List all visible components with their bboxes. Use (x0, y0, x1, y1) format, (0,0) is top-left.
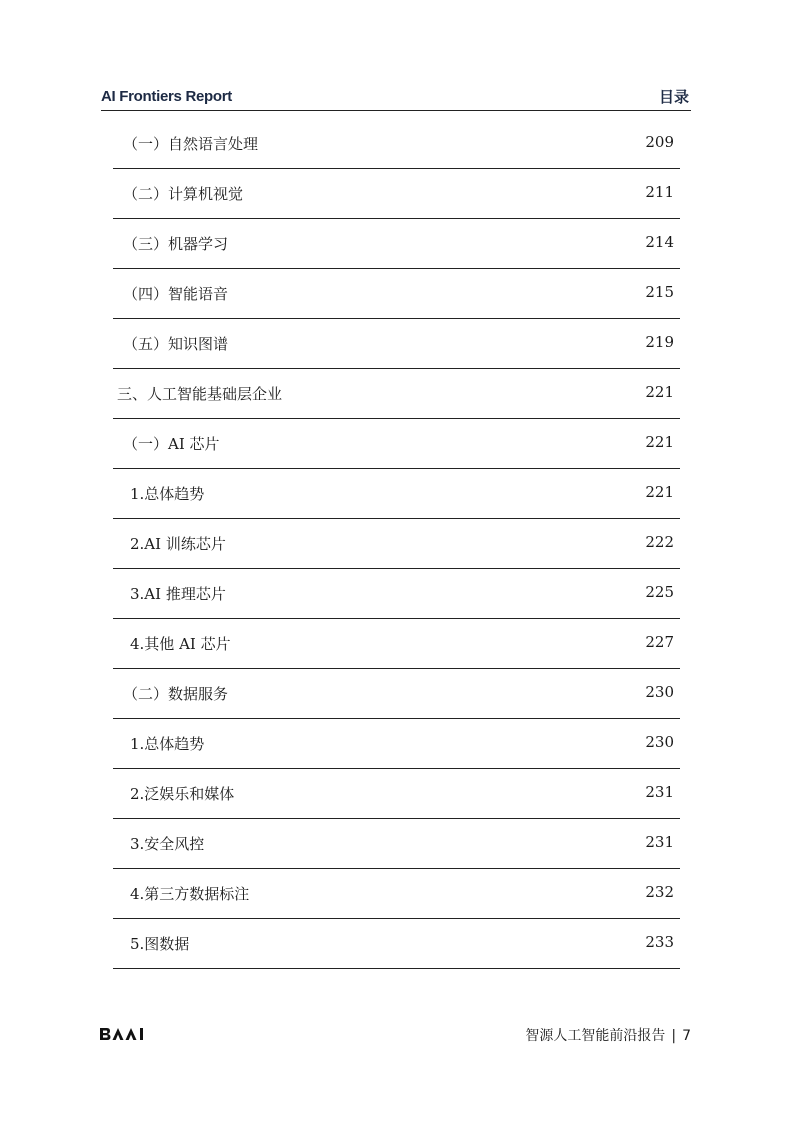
toc-entry-page: 211 (645, 183, 674, 201)
toc-entry-label: 3.AI 推理芯片 (130, 585, 226, 603)
report-title: AI Frontiers Report (101, 88, 232, 105)
toc-entry[interactable] (113, 469, 680, 519)
toc-entry-page: 209 (645, 133, 674, 151)
toc-entry-label: 5.图数据 (130, 935, 190, 953)
toc-entry[interactable] (113, 569, 680, 619)
toc-entry-page: 214 (645, 233, 674, 251)
page-number: 7 (682, 1028, 691, 1044)
toc-entry[interactable] (113, 319, 680, 369)
toc-entry[interactable] (113, 419, 680, 469)
toc-entry-page: 231 (645, 833, 674, 851)
toc-entry-page: 230 (645, 683, 674, 701)
baai-logo-mark (99, 1027, 147, 1041)
toc-entry-label: （二）数据服务 (123, 685, 229, 703)
toc-entry[interactable] (113, 619, 680, 669)
toc-entry[interactable] (113, 269, 680, 319)
toc-entry-label: 3.安全风控 (130, 835, 205, 853)
toc-entry-label: 三、人工智能基础层企业 (117, 385, 283, 403)
toc-entry-label: 1.总体趋势 (130, 485, 205, 503)
page-header (101, 86, 691, 111)
toc-entry[interactable] (113, 819, 680, 869)
baai-logo (99, 1026, 147, 1045)
toc-entry-label: （三）机器学习 (123, 235, 229, 253)
toc-entry[interactable] (113, 219, 680, 269)
toc-entry-label: 4.其他 AI 芯片 (130, 635, 231, 653)
toc-entry-label: （二）计算机视觉 (123, 185, 244, 203)
toc-entry-page: 232 (645, 883, 674, 901)
toc-entry-label: （一）AI 芯片 (123, 435, 220, 453)
toc-entry-page: 219 (645, 333, 674, 351)
page-footer (525, 1025, 691, 1045)
report-name: 智源人工智能前沿报告 (525, 1028, 666, 1044)
toc-entry[interactable] (113, 369, 680, 419)
toc-entry[interactable] (113, 919, 680, 969)
footer-separator: | (671, 1028, 677, 1044)
toc-entry-label: 1.总体趋势 (130, 735, 205, 753)
toc-entry-label: 2.AI 训练芯片 (130, 535, 226, 553)
toc-entry-page: 230 (645, 733, 674, 751)
toc-entry-label: （一）自然语言处理 (123, 135, 259, 153)
toc-entry-page: 233 (645, 933, 674, 951)
toc-entry-label: 2.泛娱乐和媒体 (130, 785, 235, 803)
toc-entry-page: 231 (645, 783, 674, 801)
toc-entry[interactable] (113, 769, 680, 819)
table-of-contents (113, 119, 680, 969)
toc-entry[interactable] (113, 169, 680, 219)
toc-entry-label: （五）知识图谱 (123, 335, 229, 353)
toc-entry-label: （四）智能语音 (123, 285, 229, 303)
section-title: 目录 (658, 88, 689, 106)
toc-entry[interactable] (113, 719, 680, 769)
toc-entry[interactable] (113, 519, 680, 569)
toc-entry-label: 4.第三方数据标注 (130, 885, 250, 903)
toc-entry-page: 221 (645, 383, 674, 401)
toc-entry-page: 222 (645, 533, 674, 551)
toc-entry-page: 215 (645, 283, 674, 301)
toc-entry[interactable] (113, 869, 680, 919)
toc-entry-page: 225 (645, 583, 674, 601)
toc-entry-page: 227 (645, 633, 674, 651)
toc-entry[interactable] (113, 119, 680, 169)
toc-entry-page: 221 (645, 483, 674, 501)
toc-entry-page: 221 (645, 433, 674, 451)
toc-entry[interactable] (113, 669, 680, 719)
